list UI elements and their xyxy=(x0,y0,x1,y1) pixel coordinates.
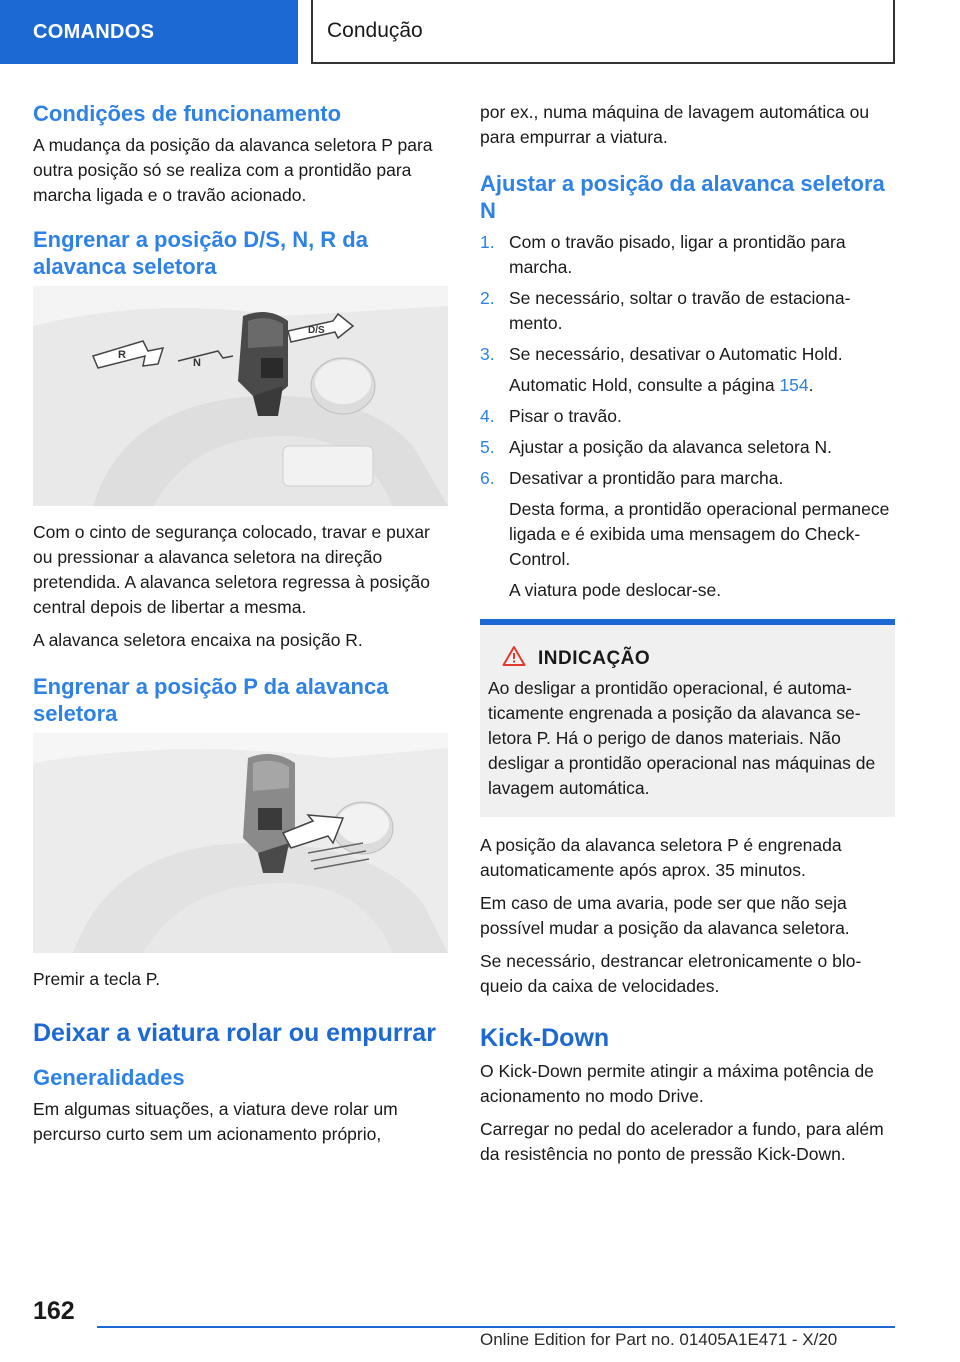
notice-box xyxy=(480,619,895,817)
notice-title: INDICAÇÃO xyxy=(538,647,651,669)
heading-engrenar-p: Engrenar a posição P da alavanca seletora xyxy=(33,674,389,726)
label-n: N xyxy=(193,357,201,369)
list-item xyxy=(480,286,895,336)
heading-ajustar: Ajustar a posição da alavanca seletora N xyxy=(480,171,885,223)
chapter-title: Condução xyxy=(311,0,895,64)
page-number: 162 xyxy=(33,1297,75,1325)
step-text: Pisar o travão. xyxy=(509,406,622,426)
warning-icon xyxy=(502,645,526,672)
list-item xyxy=(480,404,895,429)
paragraph-generalidades: Em algumas situações, a viatura deve rolar um percurso curto sem um acionamento próprio, xyxy=(33,1099,398,1144)
heading-condicoes: Condições de funcionamento xyxy=(33,101,342,126)
paragraph-kick1: O Kick-Down permite atingir a máxima potência de acionamento no modo Drive. xyxy=(480,1061,874,1106)
step-subtext: Desta forma, a prontidão operacional permanece ligada e é exibida uma mensagem do Check-Control. xyxy=(509,499,890,569)
label-ds: D/S xyxy=(308,325,325,336)
step-text: Se necessário, desativar o Automatic Hold. xyxy=(509,344,843,364)
footer-edition: Online Edition for Part no. 01405A1E471 - X/20 xyxy=(480,1330,838,1349)
step-number: 1. xyxy=(480,232,495,252)
step-number: 5. xyxy=(480,437,495,457)
step-number: 2. xyxy=(480,288,495,308)
step-number: 6. xyxy=(480,468,495,488)
left-column xyxy=(33,100,448,1155)
steps-list xyxy=(480,230,895,603)
step-text: Desativar a prontidão para marcha. xyxy=(509,468,784,488)
paragraph-auto-p: A posição da alavanca seletora P é engrenada automaticamente após aprox. 35 minutos. xyxy=(480,835,842,880)
paragraph-destrancar: Se necessário, destrancar eletronicamente o bloqueio da caixa de velocidades. xyxy=(480,951,862,996)
step-number: 4. xyxy=(480,406,495,426)
label-r: R xyxy=(118,349,126,361)
notice-text: Ao desligar a prontidão operacional, é automaticamente engrenada a posição da alavanca seletora P. Há o perigo de danos materiais. Não desligar a prontidão operacional nas máquinas de lavagem automática. xyxy=(488,678,876,798)
step-text: Ajustar a posição da alavanca seletora N. xyxy=(509,437,832,457)
right-column xyxy=(480,100,895,1175)
step-subtext: A viatura pode deslocar-se. xyxy=(509,580,722,600)
paragraph-kick2: Carregar no pedal do acelerador a fundo, para além da resistência no ponto de pressão Kick-Down. xyxy=(480,1119,884,1164)
paragraph-premir: Premir a tecla P. xyxy=(33,969,161,989)
selector-lever-dsnr-image xyxy=(33,286,448,506)
paragraph-encaixa: A alavanca seletora encaixa na posição R. xyxy=(33,630,363,650)
heading-kickdown: Kick-Down xyxy=(480,1024,610,1052)
selector-lever-p-image xyxy=(33,733,448,953)
heading-deixar: Deixar a viatura rolar ou empurrar xyxy=(33,1019,436,1047)
list-item xyxy=(480,342,895,398)
paragraph-avaria: Em caso de uma avaria, pode ser que não seja possível mudar a posição da alavanca seletora. xyxy=(480,893,850,938)
heading-engrenar-dsnr: Engrenar a posição D/S, N, R da alavanca seletora xyxy=(33,227,368,279)
paragraph-continuation: por ex., numa máquina de lavagem automática ou para empurrar a viatura. xyxy=(480,102,870,147)
list-item xyxy=(480,435,895,460)
step-text: Se necessário, soltar o travão de estacionamento. xyxy=(509,288,851,333)
paragraph-cinto: Com o cinto de segurança colocado, travar e puxar ou pressionar a alavanca seletora na direção pretendida. A alavanca seletora regressa à posição central depois de libertar a mesma. xyxy=(33,522,430,617)
list-item xyxy=(480,466,895,603)
notice-header xyxy=(502,645,887,672)
section-tab: COMANDOS xyxy=(0,0,298,64)
heading-generalidades: Generalidades xyxy=(33,1065,185,1090)
paragraph-condicoes: A mudança da posição da alavanca seletora P para outra posição só se realiza com a prontidão para marcha ligada e o travão acionado. xyxy=(33,135,433,205)
page-reference-link[interactable]: 154 xyxy=(779,375,809,395)
footer-divider xyxy=(97,1326,895,1328)
step-number: 3. xyxy=(480,344,495,364)
step-text: Com o travão pisado, ligar a prontidão para marcha. xyxy=(509,232,846,277)
list-item xyxy=(480,230,895,280)
step-subtext: Automatic Hold, consulte a página 154. xyxy=(509,375,814,395)
